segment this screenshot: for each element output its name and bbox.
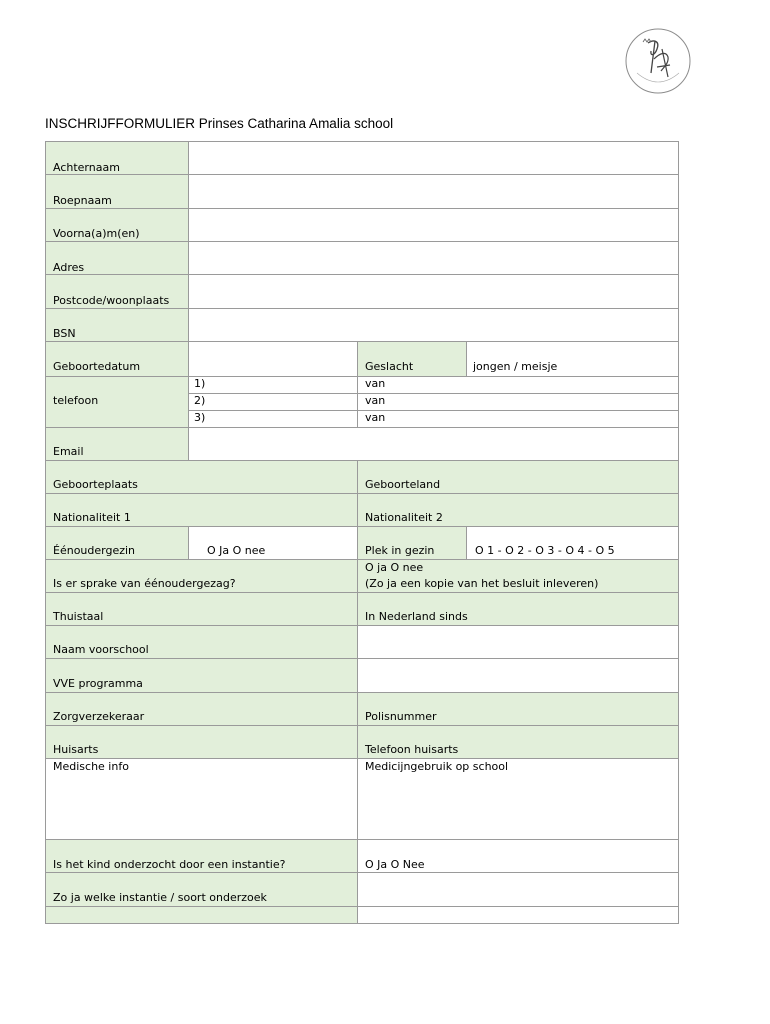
label-eenoudergezag: Is er sprake van éénoudergezag?	[53, 577, 236, 590]
label-telefoon: telefoon	[53, 394, 99, 407]
label-nationaliteit-1: Nationaliteit 1	[53, 511, 131, 524]
telefoon-2-number: 2)	[194, 394, 206, 407]
eenoudergezin-options[interactable]: O Ja O nee	[207, 544, 266, 557]
page-title: INSCHRIJFFORMULIER Prinses Catharina Amalia school	[45, 116, 394, 131]
label-zorgverzekeraar: Zorgverzekeraar	[53, 710, 145, 723]
label-postcode-woonplaats: Postcode/woonplaats	[53, 294, 170, 307]
label-geboorteland: Geboorteland	[365, 478, 441, 491]
telefoon-1-number: 1)	[194, 377, 206, 390]
label-bsn: BSN	[53, 327, 76, 340]
label-geboorteplaats: Geboorteplaats	[53, 478, 138, 491]
label-eenoudergezin: Éénoudergezin	[53, 544, 136, 557]
label-telefoon-huisarts: Telefoon huisarts	[365, 743, 459, 756]
label-in-nederland-sinds: In Nederland sinds	[365, 610, 468, 623]
label-thuistaal: Thuistaal	[53, 610, 104, 623]
eenoudergezag-options[interactable]: O ja O nee	[365, 561, 424, 574]
label-plek-in-gezin: Plek in gezin	[365, 544, 435, 557]
label-vve-programma: VVE programma	[53, 677, 143, 690]
label-roepnaam: Roepnaam	[53, 194, 112, 207]
geslacht-options[interactable]: jongen / meisje	[473, 360, 558, 373]
label-medische-info: Medische info	[53, 760, 129, 773]
label-voornamen: Voorna(a)m(en)	[53, 227, 140, 240]
form-grid	[45, 141, 679, 924]
label-geboortedatum: Geboortedatum	[53, 360, 141, 373]
telefoon-3-van: van	[365, 411, 386, 424]
label-email: Email	[53, 445, 84, 458]
label-geslacht: Geslacht	[365, 360, 414, 373]
label-naam-voorschool: Naam voorschool	[53, 643, 149, 656]
plek-in-gezin-options[interactable]: O 1 - O 2 - O 3 - O 4 - O 5	[475, 544, 615, 557]
label-achternaam: Achternaam	[53, 161, 120, 174]
label-welke-instantie: Zo ja welke instantie / soort onderzoek	[53, 891, 267, 904]
eenoudergezag-note: (Zo ja een kopie van het besluit inleveren)	[365, 577, 599, 590]
label-medicijngebruik: Medicijngebruik op school	[365, 760, 509, 773]
telefoon-2-van: van	[365, 394, 386, 407]
school-logo	[624, 27, 692, 95]
label-onderzocht: Is het kind onderzocht door een instantie?	[53, 858, 286, 871]
telefoon-1-van: van	[365, 377, 386, 390]
label-polisnummer: Polisnummer	[365, 710, 437, 723]
onderzocht-options[interactable]: O Ja O Nee	[365, 858, 425, 871]
label-huisarts: Huisarts	[53, 743, 99, 756]
label-nationaliteit-2: Nationaliteit 2	[365, 511, 443, 524]
registration-form	[45, 141, 679, 924]
label-adres: Adres	[53, 261, 85, 274]
telefoon-3-number: 3)	[194, 411, 206, 424]
